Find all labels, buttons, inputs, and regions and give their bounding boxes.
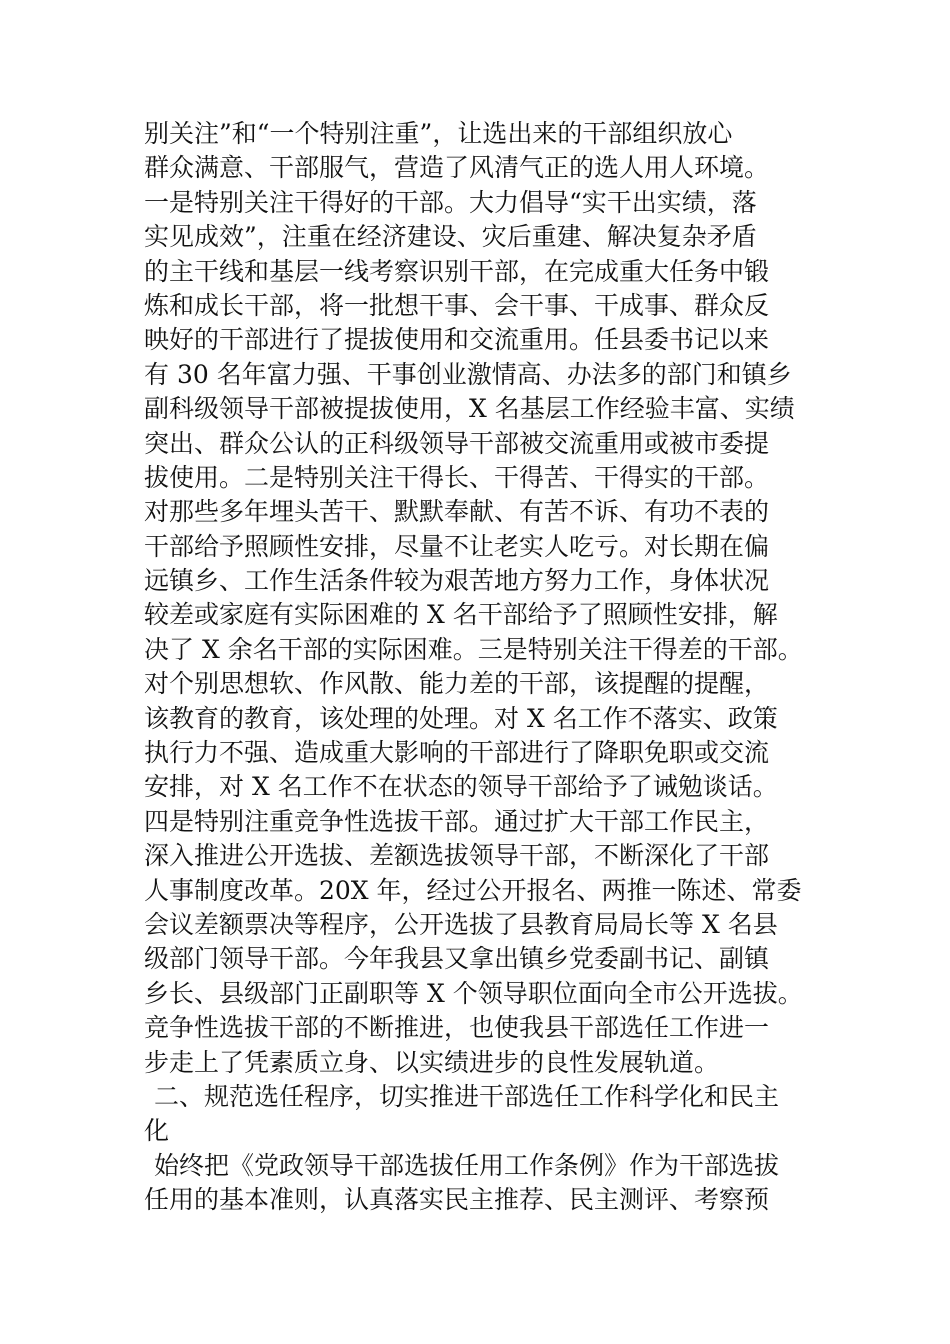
text-line: 步走上了凭素质立身、以实绩进步的良性发展轨道。: [144, 1047, 720, 1077]
text-line: 炼和成长干部，将一批想干事、会干事、干成事、群众反: [144, 290, 770, 320]
text-line: 有 30 名年富力强、干事创业激情高、办法多的部门和镇乡: [144, 359, 792, 389]
text-line: 会议差额票决等程序，公开选拔了县教育局局长等 X 名县: [144, 909, 778, 939]
text-line: 对个别思想软、作风散、能力差的干部，该提醒的提醒，: [144, 669, 770, 699]
text-line: 执行力不强、造成重大影响的干部进行了降职免职或交流: [144, 738, 770, 768]
text-line: 竞争性选拔干部的不断推进，也使我县干部选任工作进一: [144, 1013, 770, 1043]
text-line: 群众满意、干部服气，营造了风清气正的选人用人环境。: [144, 153, 770, 183]
text-line: 实见成效”，注重在经济建设、灾后重建、解决复杂矛盾: [144, 222, 757, 252]
text-line: 干部给予照顾性安排，尽量不让老实人吃亏。对长期在偏: [144, 531, 770, 561]
section-heading: 二、规范选任程序，切实推进干部选任工作科学化和民主: [154, 1081, 780, 1111]
text-line: 乡长、县级部门正副职等 X 个领导职位面向全市公开选拔。: [144, 978, 803, 1008]
text-line: 别关注”和“一个特别注重”，让选出来的干部组织放心: [144, 119, 733, 148]
text-line: 的主干线和基层一线考察识别干部，在完成重大任务中锻: [144, 256, 770, 286]
text-line: 安排，对 X 名工作不在状态的领导干部给予了诫勉谈话。: [144, 772, 778, 802]
text-line: 拔使用。二是特别关注干得长、干得苦、干得实的干部。: [144, 462, 770, 492]
text-line: 深入推进公开选拔、差额选拔领导干部，不断深化了干部: [144, 841, 770, 871]
text-line: 较差或家庭有实际困难的 X 名干部给予了照顾性安排，解: [144, 600, 778, 630]
text-line: 映好的干部进行了提拔使用和交流重用。任县委书记以来: [144, 325, 770, 355]
text-line: 级部门领导干部。今年我县又拿出镇乡党委副书记、副镇: [144, 944, 770, 974]
text-line: 对那些多年埋头苦干、默默奉献、有苦不诉、有功不表的: [144, 497, 770, 527]
text-line: 一是特别关注干得好的干部。大力倡导“实干出实绩，落: [144, 187, 757, 217]
text-line: 该教育的教育，该处理的处理。对 X 名工作不落实、政策: [144, 703, 778, 733]
body-text: [144, 117, 814, 1218]
text-line: 突出、群众公认的正科级领导干部被交流重用或被市委提: [144, 428, 770, 458]
text-line: 始终把《党政领导干部选拔任用工作条例》作为干部选拔: [154, 1150, 780, 1180]
text-line: 四是特别注重竞争性选拔干部。通过扩大干部工作民主，: [144, 806, 770, 836]
text-line: 决了 X 余名干部的实际困难。三是特别关注干得差的干部。: [144, 634, 803, 664]
text-line: 任用的基本准则，认真落实民主推荐、民主测评、考察预: [144, 1185, 770, 1215]
text-line: 人事制度改革。20X 年，经过公开报名、两推一陈述、常委: [144, 875, 802, 905]
section-heading-continuation: 化: [144, 1116, 170, 1146]
text-line: 远镇乡、工作生活条件较为艰苦地方努力工作，身体状况: [144, 566, 770, 596]
text-line: 副科级领导干部被提拔使用，X 名基层工作经验丰富、实绩: [144, 394, 795, 424]
